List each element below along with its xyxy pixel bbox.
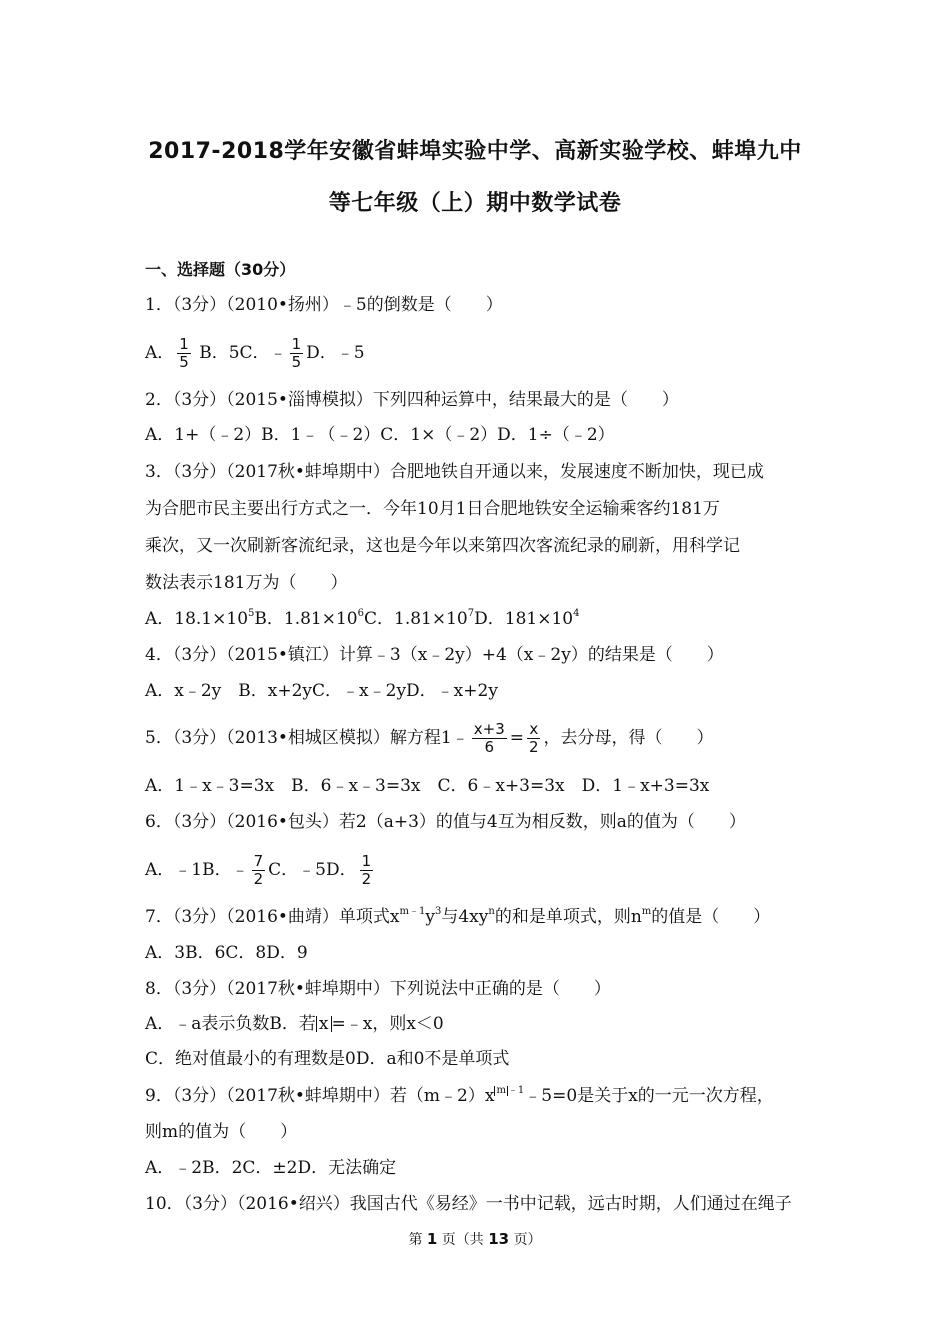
q3-option-c: C．1.81×10	[364, 609, 468, 629]
q3-options	[145, 607, 810, 631]
footer-total-pages: 13	[488, 1230, 510, 1248]
q3-line-1: 3．（3分）（2017秋•蚌埠期中）合肥地铁自开通以来，发展速度不断加快，现已成	[145, 462, 764, 482]
q7-stem	[145, 905, 810, 929]
q6-option-a: A．﹣1B．	[145, 860, 232, 880]
fraction-denominator: 2	[253, 870, 264, 888]
q1-stem: 1．（3分）（2010•扬州）﹣5的倒数是（ ）	[145, 295, 503, 315]
fraction-numerator: x+3	[473, 720, 505, 738]
q2-options: A．1+（﹣2）B．1﹣（﹣2）C．1×（﹣2）D．1÷（﹣2）	[145, 425, 615, 445]
q1-option-b: B．5C．	[199, 343, 270, 363]
q9-line-2: 则m的值为（ ）	[145, 1122, 298, 1142]
q9-stem	[145, 1084, 810, 1108]
q6-option-d-fraction	[360, 853, 374, 888]
q4-stem: 4．（3分）（2015•镇江）计算﹣3（x﹣2y）+4（x﹣2y）的结果是（ ）	[145, 645, 724, 665]
q3-option-d: D．181×10	[474, 609, 574, 629]
fraction-denominator: 2	[529, 738, 539, 756]
q1-option-a-label: A．	[145, 343, 175, 363]
exponent: 5	[248, 608, 255, 619]
q7-options: A．3B．6C．8D．9	[145, 943, 308, 963]
exam-title-line-1: 2017-2018学年安徽省蚌埠实验中学、高新实验学校、蚌埠九中	[148, 139, 802, 164]
q6-option-b-sign: ﹣	[231, 860, 249, 880]
fraction-denominator: 6	[484, 738, 495, 756]
section-heading: 一、选择题（30分）	[145, 260, 296, 279]
exponent: n	[488, 906, 495, 917]
fraction-numerator: 7	[253, 852, 264, 870]
fraction-numerator: x	[529, 720, 539, 738]
q8-options-line-2: C．绝对值最小的有理数是0D．a和0不是单项式	[145, 1049, 510, 1069]
page-footer	[0, 1229, 950, 1249]
q9-stem-part: 9．（3分）（2017秋•蚌埠期中）若（m﹣2）x	[145, 1086, 495, 1106]
q9-stem-part: ﹣5=0是关于x的一元一次方程，	[524, 1086, 774, 1106]
q5-fraction-1	[472, 721, 507, 756]
q7-stem-part: 的和是单项式，则n	[494, 907, 642, 927]
equals-sign: =	[509, 728, 524, 748]
fraction-denominator: 5	[179, 353, 189, 371]
exponent: 4	[573, 608, 580, 619]
q7-stem-part: 与4xy	[441, 907, 489, 927]
q9-options: A．﹣2B．2C．±2D．无法确定	[145, 1158, 397, 1178]
q1-option-c-fraction	[290, 336, 304, 371]
q7-stem-part: 7．（3分）（2016•曲靖）单项式x	[145, 907, 400, 927]
fraction-numerator: 1	[291, 335, 302, 353]
q1-option-c-sign: ﹣	[269, 343, 287, 363]
q6-stem: 6．（3分）（2016•包头）若2（a+3）的值与4互为相反数，则a的值为（ ）	[145, 812, 746, 832]
exponent: 7	[467, 608, 475, 619]
q5-stem-suffix: ，去分母，得（ ）	[543, 728, 714, 748]
exponent-abs-m: m	[496, 1085, 506, 1096]
q3-option-b: B．1.81×10	[254, 609, 358, 629]
absolute-value-x: x	[316, 1016, 332, 1032]
fraction-numerator: 1	[361, 852, 372, 870]
q5-stem	[145, 721, 810, 756]
q6-options	[145, 853, 810, 888]
q2-stem: 2．（3分）（2015•淄博模拟）下列四种运算中，结果最大的是（ ）	[145, 390, 679, 410]
q5-options: A．1﹣x﹣3=3x B．6﹣x﹣3=3x C．6﹣x+3=3x D．1﹣x+3=3x	[145, 776, 710, 796]
q10-line-1: 10．（3分）（2016•绍兴）我国古代《易经》一书中记载，远古时期，人们通过在绳子	[145, 1194, 792, 1214]
q8-option-text: =﹣x，则x＜0	[331, 1014, 444, 1034]
q5-fraction-2	[527, 721, 541, 756]
exponent: m	[641, 906, 652, 917]
fraction-numerator: 1	[179, 335, 189, 353]
exponent: m﹣1	[399, 906, 426, 917]
q4-options: A．x﹣2y B．x+2yC．﹣x﹣2yD．﹣x+2y	[145, 681, 498, 701]
q8-stem: 8．（3分）（2017秋•蚌埠期中）下列说法中正确的是（ ）	[145, 979, 611, 999]
q8-options-line-1	[145, 1012, 810, 1036]
exam-title-line-2: 等七年级（上）期中数学试卷	[328, 191, 622, 216]
q3-line-4: 数法表示181万为（ ）	[145, 573, 348, 593]
footer-text: 页）	[513, 1232, 542, 1248]
q7-stem-part: 的值是（ ）	[651, 907, 771, 927]
exponent-rest: ﹣1	[507, 1085, 525, 1096]
exponent: 6	[357, 608, 364, 619]
q1-option-d: D．﹣5	[306, 343, 365, 363]
q5-stem-prefix: 5．（3分）（2013•相城区模拟）解方程1﹣	[145, 728, 469, 748]
q6-option-b-fraction	[252, 853, 266, 888]
q1-options	[145, 336, 810, 371]
exponent: 3	[434, 906, 442, 917]
footer-page-number: 1	[426, 1230, 438, 1248]
q6-option-c: C．﹣5D．	[268, 860, 357, 880]
q3-line-2: 为合肥市民主要出行方式之一．今年10月1日合肥地铁安全运输乘客约181万	[145, 499, 720, 519]
fraction-denominator: 2	[361, 870, 372, 888]
q7-stem-part: y	[425, 907, 435, 927]
q3-line-3: 乘次，又一次刷新客流纪录，这也是今年以来第四次客流纪录的刷新，用科学记	[145, 536, 740, 556]
footer-text: 页（共	[441, 1232, 484, 1248]
q1-option-a-fraction	[177, 336, 191, 371]
fraction-denominator: 5	[291, 353, 302, 371]
q8-option-text: A．﹣a表示负数B．若	[145, 1014, 316, 1034]
q3-option-a: A．18.1×10	[145, 609, 249, 629]
exponent	[494, 1085, 524, 1096]
footer-text: 第	[408, 1232, 423, 1248]
